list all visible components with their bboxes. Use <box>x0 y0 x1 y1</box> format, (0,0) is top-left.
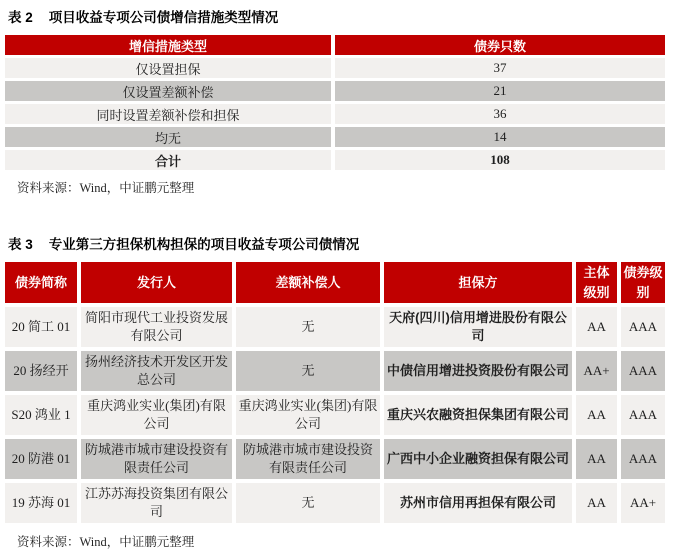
cell-guarantor: 重庆兴农融资担保集团有限公司 <box>384 395 576 439</box>
cell-compensator: 防城港市城市建设投资有限责任公司 <box>236 439 384 483</box>
cell-bond: S20 鸿业 1 <box>5 395 81 439</box>
cell-measure-type: 合计 <box>5 150 335 173</box>
cell-bond-count: 21 <box>335 81 665 104</box>
table3-title-text: 专业第三方担保机构担保的项目收益专项公司债情况 <box>48 237 360 253</box>
table-row <box>5 307 665 351</box>
cell-issuer-rating: AA <box>576 439 621 483</box>
cell-compensator: 重庆鸿业实业(集团)有限公司 <box>236 395 384 439</box>
table3-tag: 表 3 <box>8 237 33 253</box>
table3-header-row <box>5 262 665 307</box>
table-row <box>5 351 665 395</box>
cell-issuer: 扬州经济技术开发区开发总公司 <box>81 351 236 395</box>
table2-title <box>5 9 665 27</box>
table-row-total <box>5 150 665 173</box>
table3-header-issuer: 发行人 <box>81 262 236 307</box>
table3-header-issuer-rating: 主体级别 <box>576 262 621 307</box>
table3-header-compensator: 差额补偿人 <box>236 262 384 307</box>
cell-guarantor: 广西中小企业融资担保有限公司 <box>384 439 576 483</box>
cell-guarantor: 天府(四川)信用增进股份有限公司 <box>384 307 576 351</box>
cell-measure-type: 均无 <box>5 127 335 150</box>
table-row <box>5 58 665 81</box>
cell-bond: 20 简工 01 <box>5 307 81 351</box>
table3-title <box>5 236 665 254</box>
cell-compensator: 无 <box>236 483 384 527</box>
table2-header-row <box>5 35 665 58</box>
cell-bond: 20 扬经开 <box>5 351 81 395</box>
table-row <box>5 127 665 150</box>
table3-section <box>5 236 665 550</box>
table-row <box>5 104 665 127</box>
cell-bond-rating: AAA <box>621 439 665 483</box>
cell-issuer-rating: AA+ <box>576 351 621 395</box>
table2-title-text: 项目收益专项公司债增信措施类型情况 <box>48 10 279 25</box>
table2-tag: 表 2 <box>8 10 33 25</box>
table-row <box>5 395 665 439</box>
cell-bond-count: 37 <box>335 58 665 81</box>
cell-bond-rating: AA+ <box>621 483 665 527</box>
cell-measure-type: 同时设置差额补偿和担保 <box>5 104 335 127</box>
table3-header-bond-rating: 债券级别 <box>621 262 665 307</box>
cell-compensator: 无 <box>236 351 384 395</box>
table2-source: 资料来源：Wind，中证鹏元整理 <box>17 181 195 196</box>
cell-guarantor: 中债信用增进投资股份有限公司 <box>384 351 576 395</box>
table2 <box>5 35 665 173</box>
cell-issuer: 简阳市现代工业投资发展有限公司 <box>81 307 236 351</box>
cell-bond-rating: AAA <box>621 395 665 439</box>
cell-guarantor: 苏州市信用再担保有限公司 <box>384 483 576 527</box>
cell-measure-type: 仅设置担保 <box>5 58 335 81</box>
cell-bond-count: 14 <box>335 127 665 150</box>
table-row <box>5 81 665 104</box>
cell-issuer-rating: AA <box>576 483 621 527</box>
table3-header-bond: 债券简称 <box>5 262 81 307</box>
cell-bond-count: 36 <box>335 104 665 127</box>
cell-bond: 19 苏海 01 <box>5 483 81 527</box>
cell-bond-rating: AAA <box>621 307 665 351</box>
cell-issuer: 江苏苏海投资集团有限公司 <box>81 483 236 527</box>
cell-compensator: 无 <box>236 307 384 351</box>
cell-bond-count: 108 <box>335 150 665 173</box>
table2-header-count: 债券只数 <box>335 35 665 58</box>
table3-source: 资料来源：Wind，中证鹏元整理 <box>17 535 195 550</box>
cell-bond: 20 防港 01 <box>5 439 81 483</box>
cell-bond-rating: AAA <box>621 351 665 395</box>
cell-issuer-rating: AA <box>576 395 621 439</box>
table-row <box>5 483 665 527</box>
table3 <box>5 262 665 527</box>
cell-issuer: 防城港市城市建设投资有限责任公司 <box>81 439 236 483</box>
cell-issuer: 重庆鸿业实业(集团)有限公司 <box>81 395 236 439</box>
table3-header-guarantor: 担保方 <box>384 262 576 307</box>
cell-measure-type: 仅设置差额补偿 <box>5 81 335 104</box>
cell-issuer-rating: AA <box>576 307 621 351</box>
table2-header-type: 增信措施类型 <box>5 35 335 58</box>
table-row <box>5 439 665 483</box>
